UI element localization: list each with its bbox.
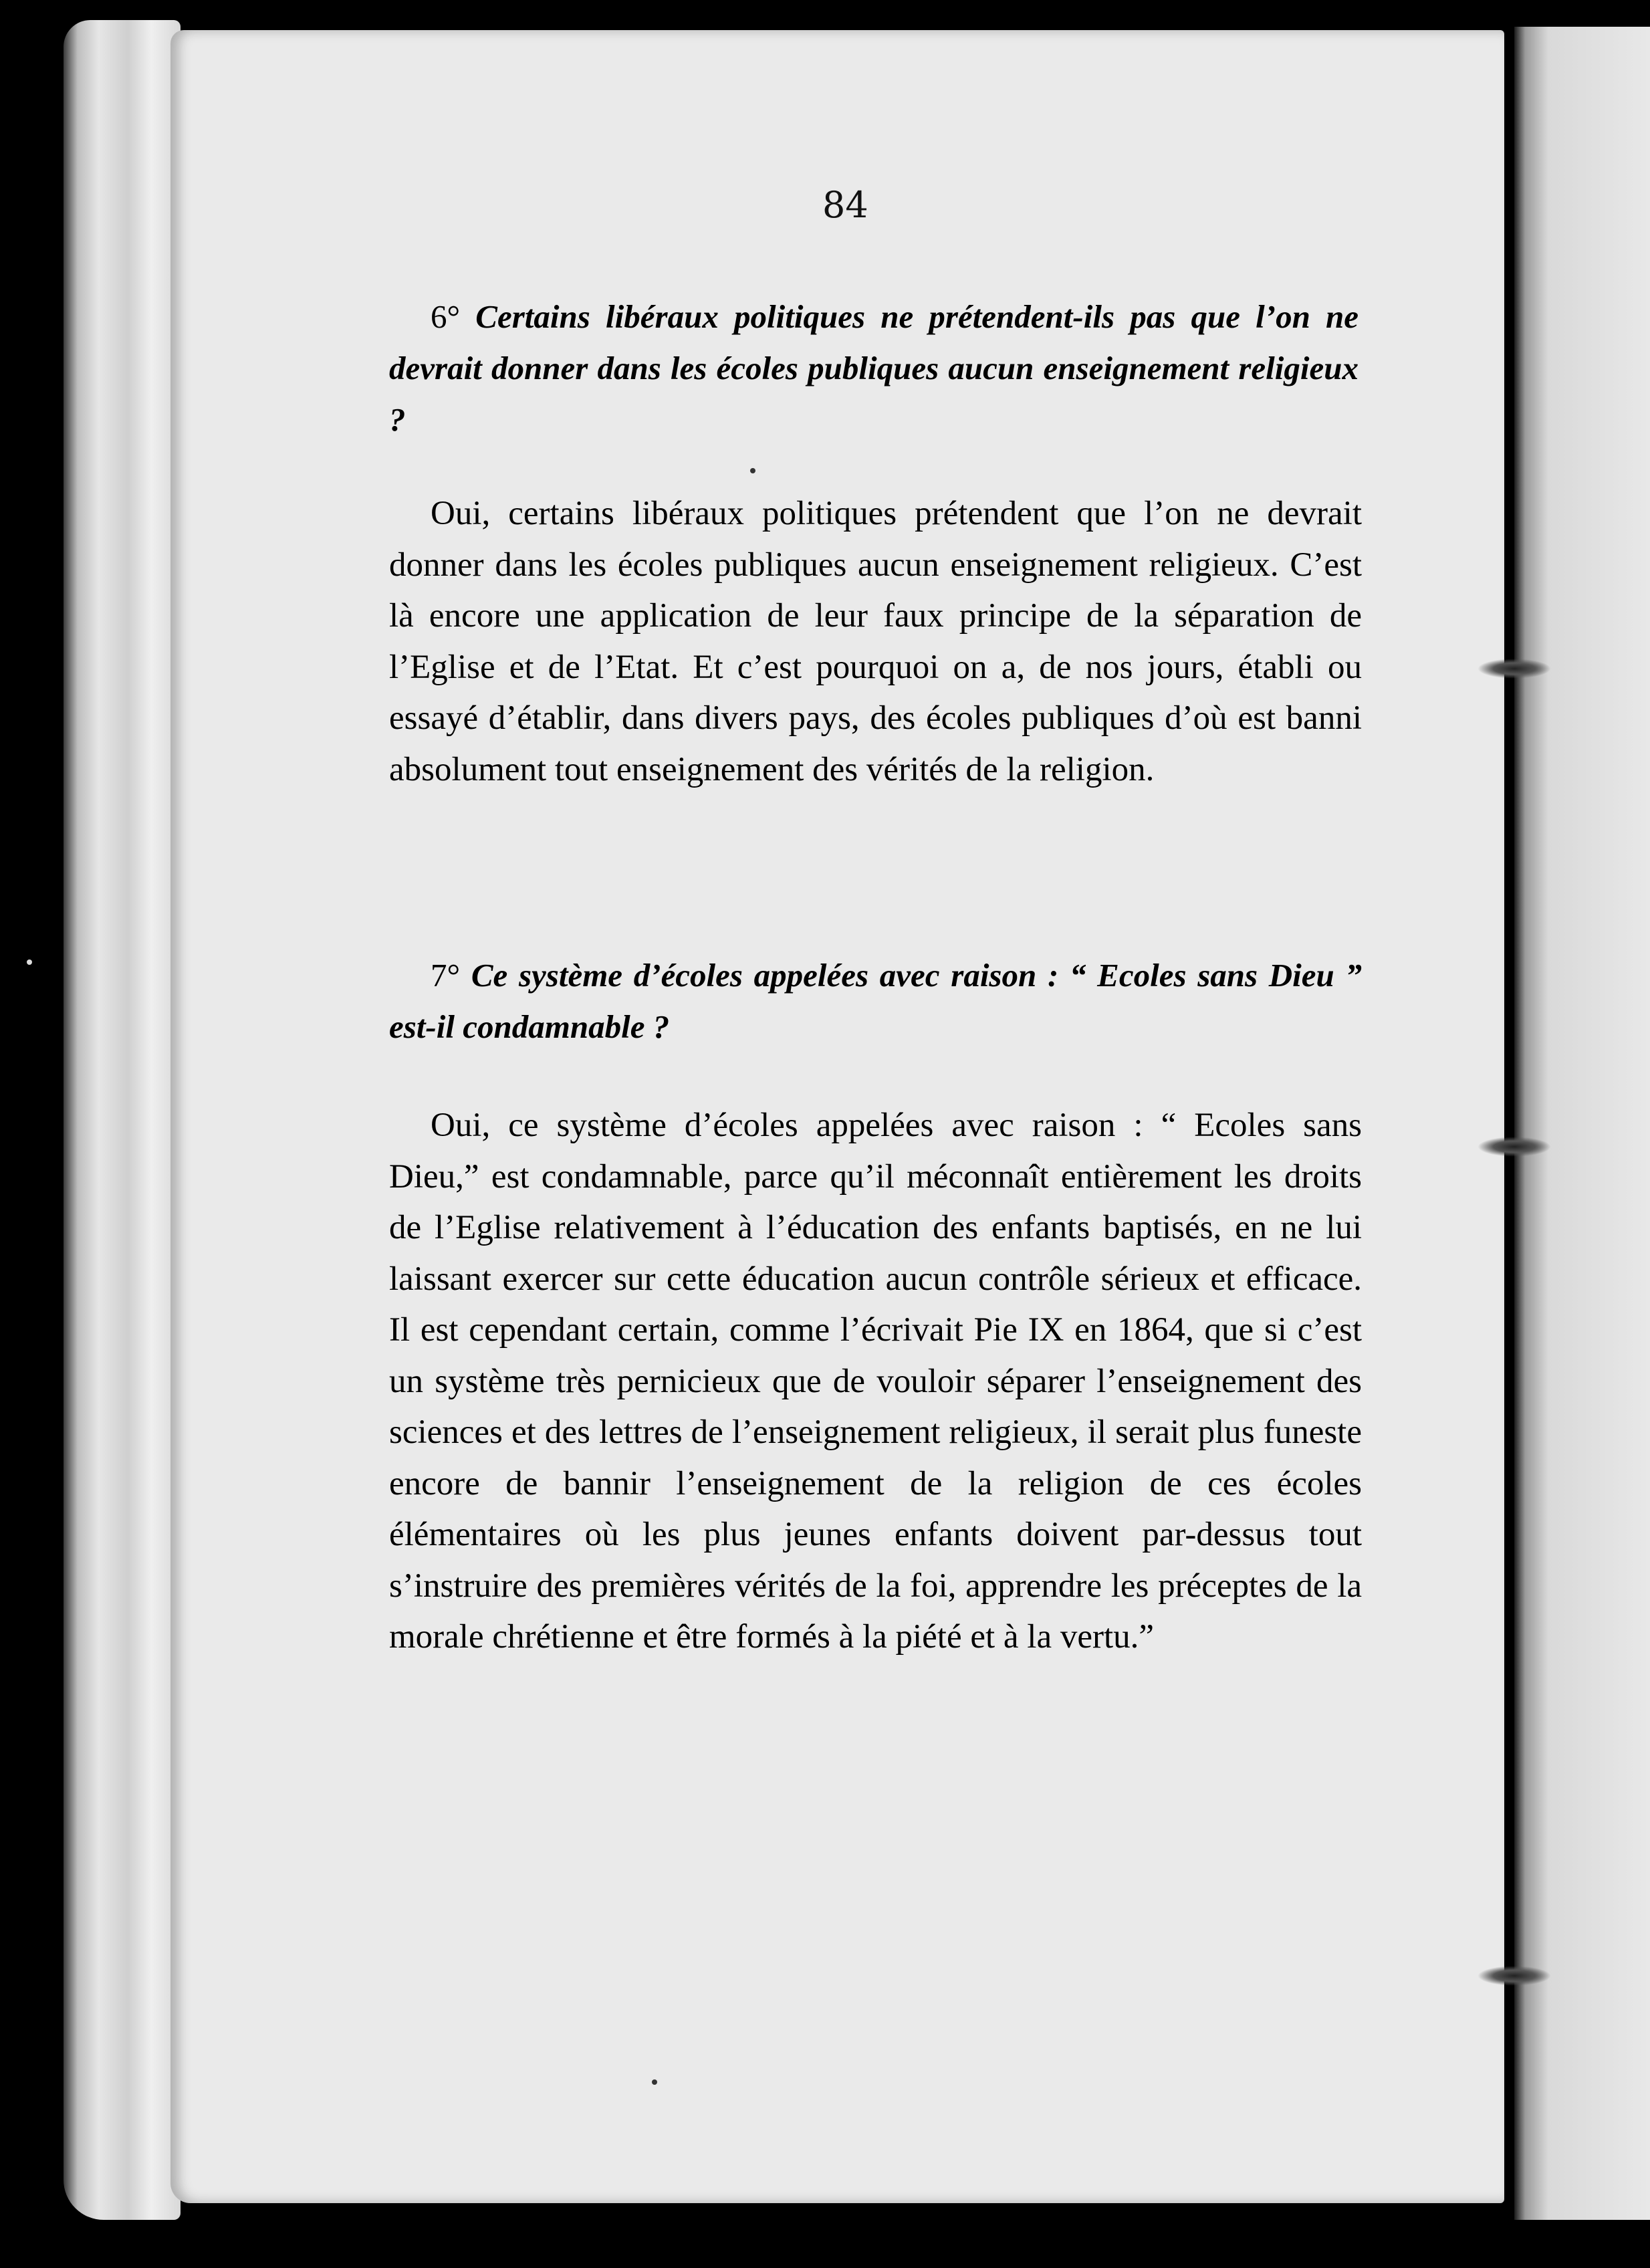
question-6	[389, 291, 1359, 445]
question-text: Certains libéraux politiques ne prétendent-ils pas que l’on ne devrait donner dans les écoles publiques aucun enseignement religieux ?	[389, 298, 1359, 438]
specks	[750, 468, 755, 473]
page-number: 84	[822, 184, 868, 226]
answer-6: Oui, certains libéraux politiques prétendent que l’on ne devrait donner dans les écoles publiques aucun enseignement religieux. C’est là encore une application de leur faux principe de la séparation de l’Eglise et de l’Etat. Et c’est pourquoi on a, de nos jours, établi ou essayé d’établir, dans divers pays, des écoles publiques d’où est banni absolument tout enseignement des vérités de la religion.	[389, 495, 1362, 788]
question-text: Ce système d’écoles appelées avec raison : “ Ecoles sans Dieu ” est-il condamnable ?	[389, 957, 1362, 1045]
adjacent-page-strip	[1514, 27, 1650, 2220]
binding-stitch	[1478, 659, 1551, 679]
question-number: 7°	[431, 957, 461, 994]
binding-stitch	[1478, 1137, 1551, 1157]
binding-stitch	[1478, 1966, 1551, 1986]
book-spine-edge	[64, 20, 181, 2220]
answer-7: Oui, ce système d’écoles appelées avec raison : “ Ecoles sans Dieu,” est condamnable, parce qu’il méconnaît entièrement les droits de l’Eglise relativement à l’éducation des enfants baptisés, en ne lui laissant exercer sur cette éducation aucun contrôle sérieux et efficace. Il est cependant certain, comme l’écrivait Pie IX en 1864, que si c’est un système très pernicieux que de vouloir séparer l’enseignement des sciences et des lettres de l’enseignement religieux, il serait plus funeste encore de bannir l’enseignement de la religion de ces écoles élémentaires où les plus jeunes enfants doivent par-dessus tout s’instruire des premières vérités de la foi, apprendre les préceptes de la morale chrétienne et être formés à la piété et à la vertu.”	[389, 1107, 1362, 1656]
specks	[652, 2079, 657, 2085]
question-7	[389, 949, 1362, 1052]
specks	[27, 959, 32, 965]
question-number: 6°	[431, 298, 461, 335]
